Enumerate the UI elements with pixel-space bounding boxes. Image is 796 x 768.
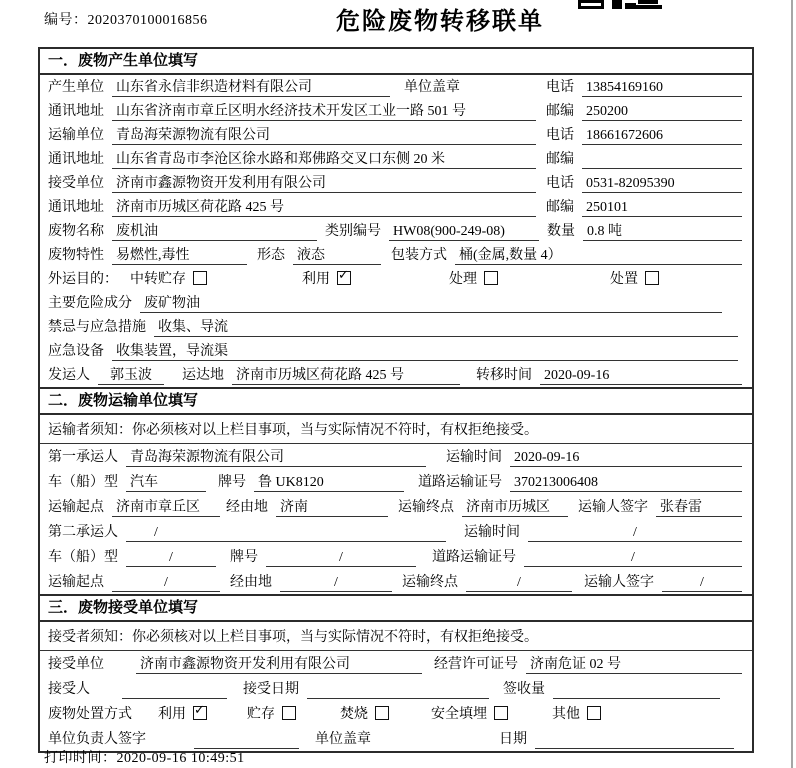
- carrier1-name-value: 青岛海荣源物流有限公司: [126, 448, 426, 467]
- shipper-label: 发运人: [48, 368, 90, 383]
- emergency-equipment-row: [40, 339, 752, 363]
- doc-number: [44, 9, 208, 29]
- receiver-address-value: 济南市历城区荷花路 425 号: [112, 198, 536, 217]
- waste-name-value: 废机油: [112, 222, 317, 241]
- end2-value: /: [466, 573, 572, 592]
- purpose-option-dispose: 处置: [610, 270, 659, 289]
- sign2-label: 运输人签字: [584, 575, 654, 590]
- vehicle2-value: /: [126, 548, 216, 567]
- end1-label: 运输终点: [398, 500, 454, 515]
- receiver-label: 接受单位: [48, 176, 104, 191]
- purpose-option-use: 利用 ✓: [302, 270, 351, 289]
- vehicle1-value: 汽车: [126, 473, 206, 492]
- first-carrier-row: [40, 444, 752, 469]
- disposal-landfill-checkbox: [494, 706, 508, 720]
- quantity-value: 0.8 吨: [583, 222, 742, 241]
- transporter-address-label: 通讯地址: [48, 152, 104, 167]
- shipper-value: 郭玉波: [98, 366, 164, 385]
- print-time-value: 2020-09-16 10:49:51: [116, 751, 245, 766]
- taboo-label: 禁忌与应急措施: [48, 320, 146, 335]
- storage-checkbox: [193, 271, 207, 285]
- form-label: 形态: [257, 248, 285, 263]
- producer-zip-value: 250200: [582, 102, 742, 121]
- manifest-form: [38, 47, 754, 753]
- producer-address-value: 山东省济南市章丘区明水经济技术开发区工业一路 501 号: [112, 102, 536, 121]
- doc-number-value: 2020370100016856: [87, 13, 208, 28]
- use-checkbox: [337, 271, 351, 285]
- destination-value: 济南市历城区荷花路 425 号: [232, 366, 460, 385]
- emergency-measures-row: [40, 315, 752, 339]
- receiver-phone-label: 电话: [546, 176, 574, 191]
- transfer-time-label: 转移时间: [476, 368, 532, 383]
- origin1-value: 济南市章丘区: [112, 498, 220, 517]
- receiver-phone-value: 0531-82095390: [582, 174, 742, 193]
- license2-label: 道路运输证号: [432, 550, 516, 565]
- license1-label: 道路运输证号: [418, 475, 502, 490]
- hazard-component-row: [40, 291, 752, 315]
- section1-header: 一．废物产生单位填写: [40, 49, 752, 75]
- transfer-purpose-row: [40, 267, 752, 291]
- producer-address-label: 通讯地址: [48, 104, 104, 119]
- disposal-other-checkbox: [587, 706, 601, 720]
- receiver-value: 济南市鑫源物资开发利用有限公司: [112, 174, 536, 193]
- disposal-label: 废物处置方式: [48, 707, 132, 722]
- purpose-label: 外运目的：: [48, 272, 118, 287]
- transporter-zip-value: [582, 150, 742, 169]
- transporter-phone-value: 18661672606: [582, 126, 742, 145]
- destination-label: 运达地: [182, 368, 224, 383]
- carrier1-label: 第一承运人: [48, 450, 118, 465]
- origin2-value: /: [112, 573, 220, 592]
- carrier1-time-value: 2020-09-16: [510, 448, 742, 467]
- character-label: 废物特性: [48, 248, 104, 263]
- producer-address-row: [40, 99, 752, 123]
- date-value: [535, 730, 734, 749]
- transporter-label: 运输单位: [48, 128, 104, 143]
- disposal-method-row: [40, 701, 752, 726]
- producer-unit-row: [40, 75, 752, 99]
- via1-value: 济南: [276, 498, 388, 517]
- plate2-label: 牌号: [230, 550, 258, 565]
- license2-value: /: [524, 548, 742, 567]
- disposal-store-checkbox: [282, 706, 296, 720]
- page-title: 危险废物转移联单: [336, 8, 544, 35]
- accept-date-label: 接受日期: [243, 682, 299, 697]
- qr-code-fragment: [578, 0, 666, 10]
- producer-zip-label: 邮编: [546, 104, 574, 119]
- date-label: 日期: [499, 732, 527, 747]
- shipper-row: [40, 363, 752, 387]
- via1-label: 经由地: [226, 500, 268, 515]
- transporter-value: 青岛海荣源物流有限公司: [112, 126, 536, 145]
- via2-value: /: [280, 573, 392, 592]
- category-label: 类别编号: [325, 224, 381, 239]
- carrier2-name-value: /: [126, 523, 446, 542]
- unit-seal-label: 单位盖章: [404, 80, 460, 95]
- receiver-unit-value: 济南市鑫源物资开发利用有限公司: [136, 655, 422, 674]
- carrier1-time-label: 运输时间: [446, 450, 502, 465]
- vehicle1-label: 车（船）型: [48, 475, 118, 490]
- packing-value: 桶(金属,数量 4）: [455, 246, 742, 265]
- receiver-unit-row: [40, 651, 752, 676]
- waste-name-label: 废物名称: [48, 224, 104, 239]
- plate1-value: 鲁 UK8120: [254, 473, 404, 492]
- section3-header: 三．废物接受单位填写: [40, 594, 752, 622]
- form-value: 液态: [293, 246, 381, 265]
- origin2-label: 运输起点: [48, 575, 104, 590]
- receiver-address-label: 通讯地址: [48, 200, 104, 215]
- producer-phone-value: 13854169160: [582, 78, 742, 97]
- acceptor-row: [40, 676, 752, 701]
- end1-value: 济南市历城区: [462, 498, 568, 517]
- amount-value: [553, 680, 720, 699]
- page-edge-line: [791, 0, 793, 768]
- category-value: HW08(900-249-08): [389, 222, 539, 241]
- carrier2-label: 第二承运人: [48, 525, 118, 540]
- doc-number-label: 编号：: [44, 13, 88, 28]
- origin1-label: 运输起点: [48, 500, 104, 515]
- waste-name-row: [40, 219, 752, 243]
- amount-label: 签收量: [503, 682, 545, 697]
- sign1-label: 运输人签字: [578, 500, 648, 515]
- disposal-burn-checkbox: [375, 706, 389, 720]
- receive-unit-row: [40, 171, 752, 195]
- receiver-seal-label: 单位盖章: [315, 732, 371, 747]
- purpose-option-storage: 中转贮存: [130, 270, 207, 289]
- equipment-value: 收集装置，导流渠: [112, 342, 738, 361]
- second-route-row: [40, 569, 752, 594]
- permit-value: 济南危证 02 号: [526, 655, 742, 674]
- permit-label: 经营许可证号: [434, 657, 518, 672]
- producer-label: 产生单位: [48, 80, 104, 95]
- sign2-value: /: [662, 573, 742, 592]
- carrier2-time-value: /: [528, 523, 742, 542]
- receiver-zip-label: 邮编: [546, 200, 574, 215]
- license1-value: 370213006408: [510, 473, 742, 492]
- transfer-time-value: 2020-09-16: [540, 366, 742, 385]
- dispose-checkbox: [645, 271, 659, 285]
- packing-label: 包装方式: [391, 248, 447, 263]
- treat-checkbox: [484, 271, 498, 285]
- transporter-notice: 运输者须知：你必须核对以上栏目事项，当与实际情况不符时，有权拒绝接受。: [40, 415, 752, 444]
- disposal-option-other: 其他: [552, 705, 601, 724]
- second-vehicle-row: [40, 544, 752, 569]
- disposal-option-store: 贮存: [247, 705, 296, 724]
- disposal-option-use: 利用 ✓: [158, 705, 207, 724]
- end2-label: 运输终点: [402, 575, 458, 590]
- second-carrier-row: [40, 519, 752, 544]
- plate2-value: /: [266, 548, 416, 567]
- section2-header: 二．废物运输单位填写: [40, 387, 752, 415]
- chief-sign-label: 单位负责人签字: [48, 732, 146, 747]
- transporter-phone-label: 电话: [546, 128, 574, 143]
- transporter-zip-label: 邮编: [546, 152, 574, 167]
- accept-date-value: [307, 680, 489, 699]
- disposal-option-burn: 焚烧: [340, 705, 389, 724]
- producer-value: 山东省永信非织造材料有限公司: [112, 78, 390, 97]
- print-time: [44, 747, 245, 767]
- vehicle2-label: 车（船）型: [48, 550, 118, 565]
- acceptor-value: [122, 680, 227, 699]
- disposal-use-checkbox: [193, 706, 207, 720]
- transporter-address-value: 山东省青岛市李沧区徐水路和郑佛路交叉口东侧 20 米: [112, 150, 536, 169]
- transport-address-row: [40, 147, 752, 171]
- equipment-label: 应急设备: [48, 344, 104, 359]
- purpose-option-treat: 处理: [449, 270, 498, 289]
- character-value: 易燃性,毒性: [112, 246, 247, 265]
- via2-label: 经由地: [230, 575, 272, 590]
- disposal-option-landfill: 安全填埋: [431, 705, 508, 724]
- acceptor-label: 接受人: [48, 682, 90, 697]
- receiver-notice: 接受者须知：你必须核对以上栏目事项，当与实际情况不符时，有权拒绝接受。: [40, 622, 752, 651]
- transport-unit-row: [40, 123, 752, 147]
- carrier2-time-label: 运输时间: [464, 525, 520, 540]
- plate1-label: 牌号: [218, 475, 246, 490]
- producer-phone-label: 电话: [546, 80, 574, 95]
- receive-address-row: [40, 195, 752, 219]
- first-vehicle-row: [40, 469, 752, 494]
- hazard-label: 主要危险成分: [48, 296, 132, 311]
- waste-character-row: [40, 243, 752, 267]
- sign1-value: 张春雷: [656, 498, 742, 517]
- receiver-zip-value: 250101: [582, 198, 742, 217]
- taboo-value: 收集、导流: [154, 318, 738, 337]
- hazard-value: 废矿物油: [140, 294, 722, 313]
- quantity-label: 数量: [547, 224, 575, 239]
- receiver-unit-label: 接受单位: [48, 657, 104, 672]
- first-route-row: [40, 494, 752, 519]
- print-time-label: 打印时间：: [44, 751, 117, 766]
